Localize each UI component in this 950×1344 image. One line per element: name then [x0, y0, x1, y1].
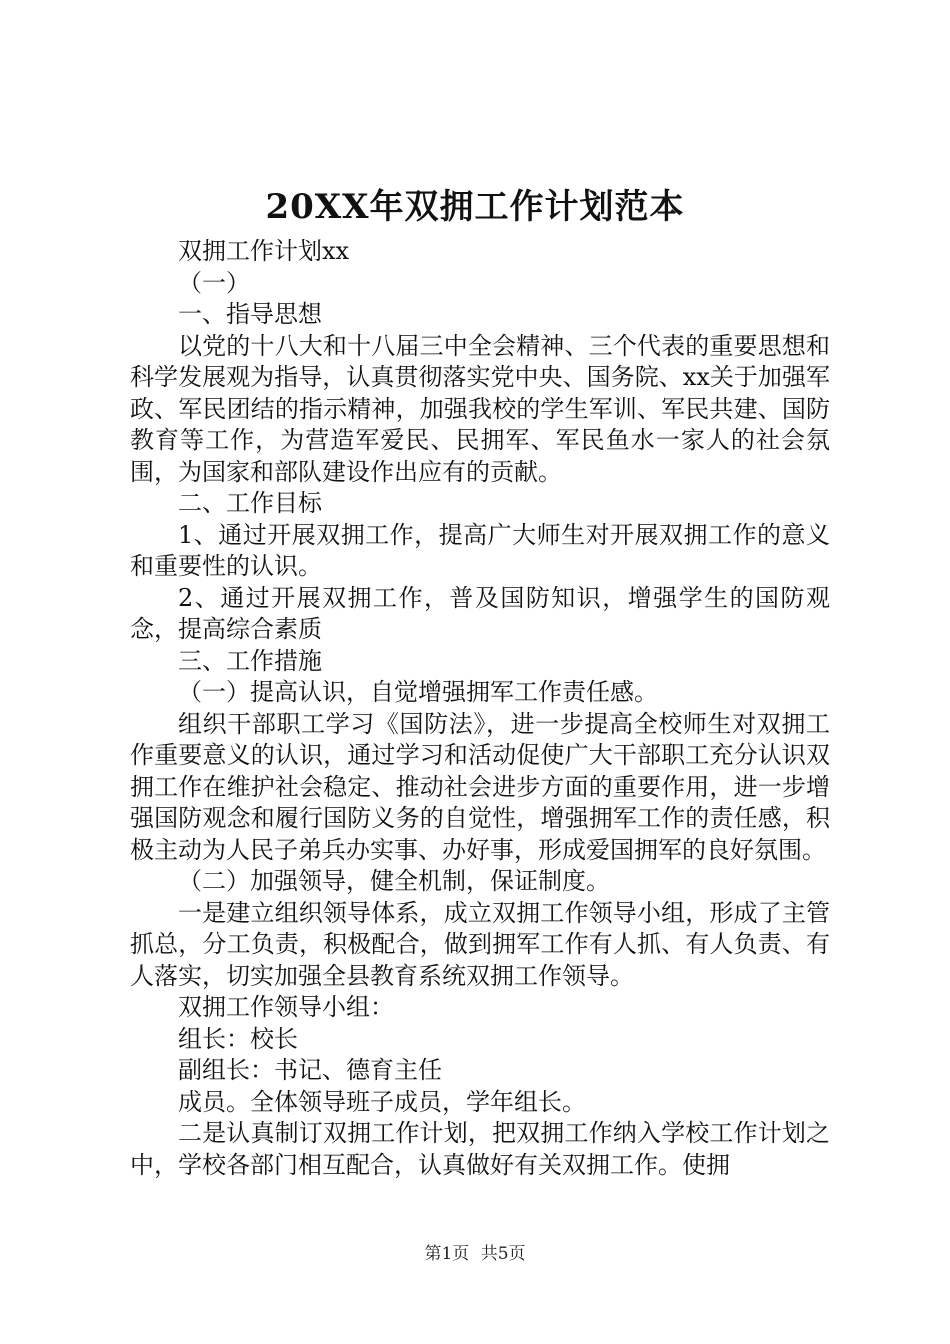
paragraph-work-plan: 二是认真制订双拥工作计划，把双拥工作纳入学校工作计划之中，学校各部门相互配合，认真做好有关双拥工作。使拥 [130, 1119, 830, 1179]
page-number: 第1页 [424, 1244, 470, 1264]
page-footer [0, 1242, 950, 1266]
paragraph-subtitle: 双拥工作计划xx [178, 237, 350, 265]
paragraph-goal-1: 1、通过开展双拥工作，提高广大师生对开展双拥工作的意义和重要性的认识。 [130, 520, 830, 580]
document-title: 20XX年双拥工作计划范本 [265, 187, 685, 227]
paragraph-members: 成员。全体领导班子成员，学年组长。 [178, 1087, 586, 1116]
paragraph-guiding-ideology: 以党的十八大和十八届三中全会精神、三个代表的重要思想和科学发展观为指导，认真贯彻落实党中央、国务院、xx关于加强军政、军民团结的指示精神，加强我校的学生军训、军民共建、国防教育等工作，为营造军爱民、民拥军、军民鱼水一家人的社会氛围，为国家和部队建设作出应有的贡献。 [130, 331, 830, 486]
paragraph-goal-2: 2、通过开展双拥工作，普及国防知识，增强学生的国防观念，提高综合素质 [130, 583, 830, 643]
page-total: 共5页 [480, 1244, 526, 1264]
paragraph-measure-1: 组织干部职工学习《国防法》，进一步提高全校师生对双拥工作重要意义的认识，通过学习和活动促使广大干部职工充分认识双拥工作在维护社会稳定、推动社会进步方面的重要作用，进一步增强国防观念和履行国防义务的自觉性，增强拥军工作的责任感，积极主动为人民子弟兵办实事、办好事，形成爱国拥军的良好氛围。 [130, 709, 830, 864]
paragraph-section-number: （一） [178, 268, 250, 297]
paragraph-group-leader: 组长：校长 [178, 1024, 298, 1053]
document-body [130, 236, 830, 1181]
paragraph-leadership-group: 双拥工作领导小组： [178, 993, 394, 1021]
heading-work-goals: 二、工作目标 [178, 489, 322, 517]
heading-guiding-ideology: 一、指导思想 [178, 300, 322, 328]
heading-measure-1: （一）提高认识，自觉增强拥军工作责任感。 [178, 678, 658, 706]
paragraph-measure-2: 一是建立组织领导体系，成立双拥工作领导小组，形成了主管抓总，分工负责，积极配合，做到拥军工作有人抓、有人负责、有人落实，切实加强全县教育系统双拥工作领导。 [130, 898, 830, 990]
heading-measure-2: （二）加强领导，健全机制，保证制度。 [178, 867, 610, 895]
paragraph-deputy-leader: 副组长：书记、德育主任 [178, 1056, 442, 1084]
heading-work-measures: 三、工作措施 [178, 646, 322, 675]
